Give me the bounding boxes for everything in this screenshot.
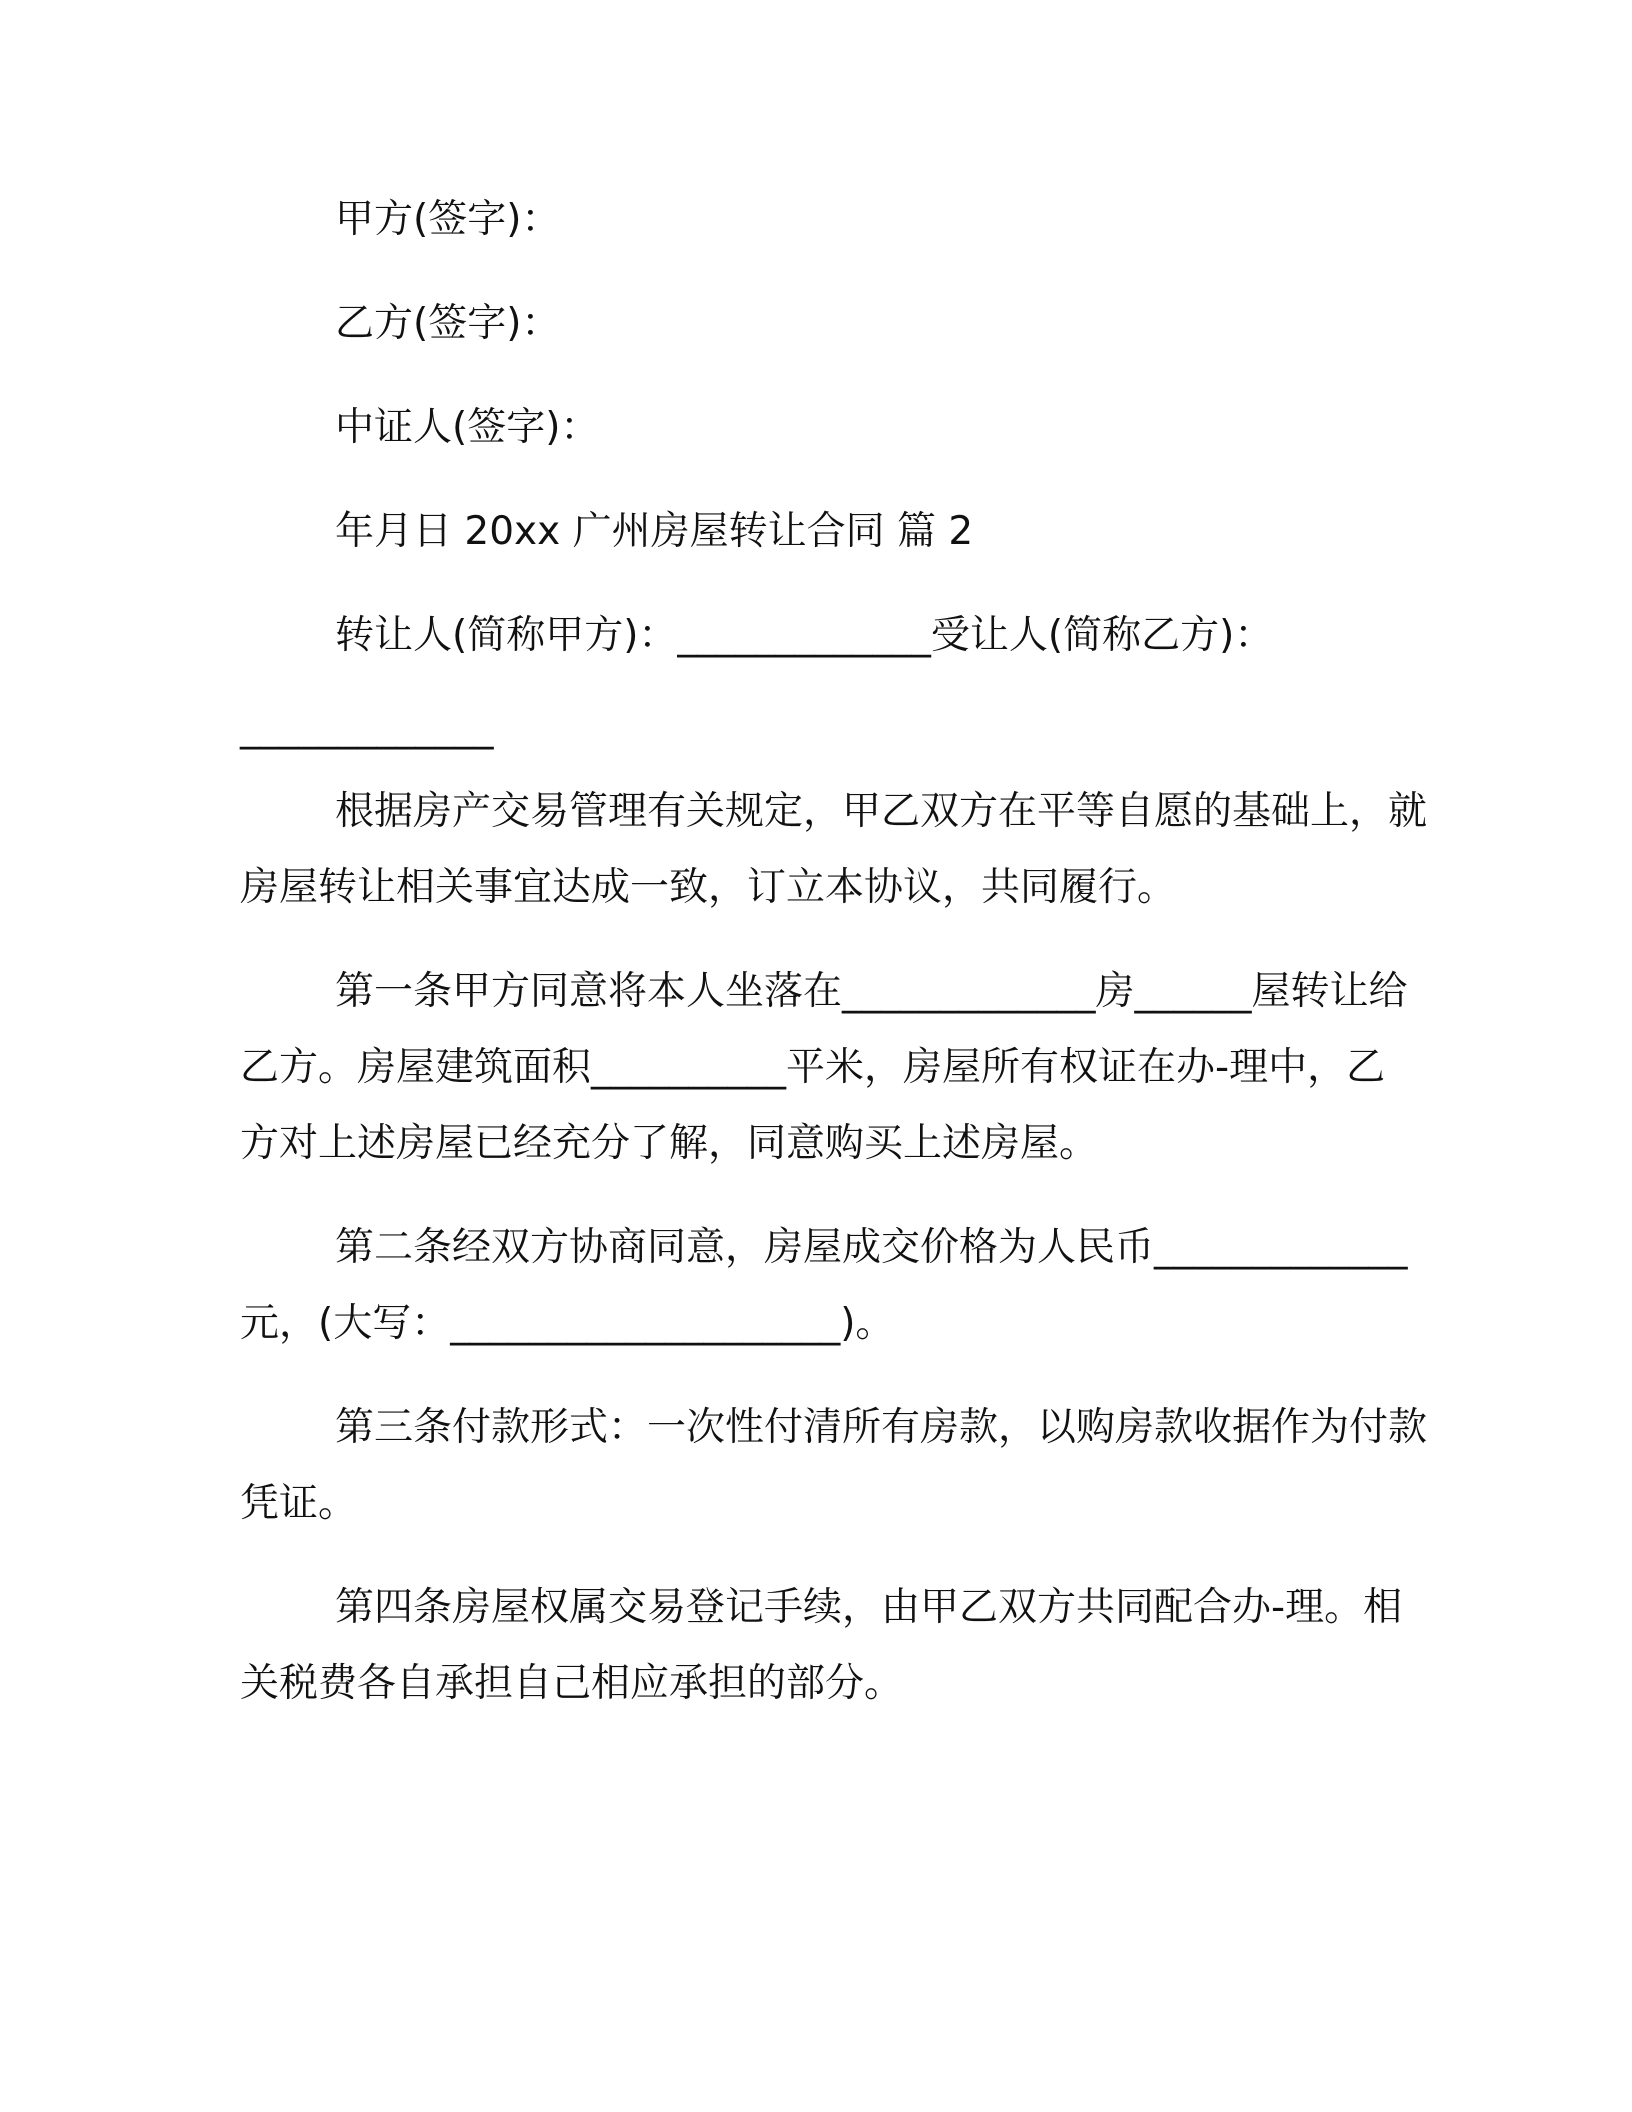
parties-line: 转让人(简称甲方)：_____________受让人(简称乙方)： [335,613,1274,658]
article-4-line-2: 关税费各自承担自己相应承担的部分。 [240,1661,904,1706]
article-1-line-2: 乙方。房屋建筑面积__________平米，房屋所有权证在办-理中，乙 [240,1045,1386,1090]
article-4-line-1: 第四条房屋权属交易登记手续，由甲乙双方共同配合办-理。相 [335,1585,1403,1630]
article-3-line-1: 第三条付款形式：一次性付清所有房款，以购房款收据作为付款 [335,1405,1428,1450]
witness-signature-line: 中证人(签字)： [335,405,600,450]
article-1-line-3: 方对上述房屋已经充分了解，同意购买上述房屋。 [240,1121,1099,1166]
party-b-signature-line: 乙方(签字)： [335,301,561,346]
article-2-line-2: 元，(大写：____________________)。 [240,1301,895,1346]
parties-line-continuation: _____________ [240,705,494,750]
preamble-line-2: 房屋转让相关事宜达成一致，订立本协议，共同履行。 [240,865,1177,910]
article-2-line-1: 第二条经双方协商同意，房屋成交价格为人民币_____________ [335,1225,1408,1270]
party-a-signature-line: 甲方(签字)： [335,197,561,242]
date-and-section-title: 年月日 20xx 广州房屋转让合同 篇 2 [335,509,974,554]
article-1-line-1: 第一条甲方同意将本人坐落在_____________房______屋转让给 [335,969,1408,1014]
article-3-line-2: 凭证。 [240,1481,358,1526]
preamble-line-1: 根据房产交易管理有关规定，甲乙双方在平等自愿的基础上，就 [335,789,1428,834]
